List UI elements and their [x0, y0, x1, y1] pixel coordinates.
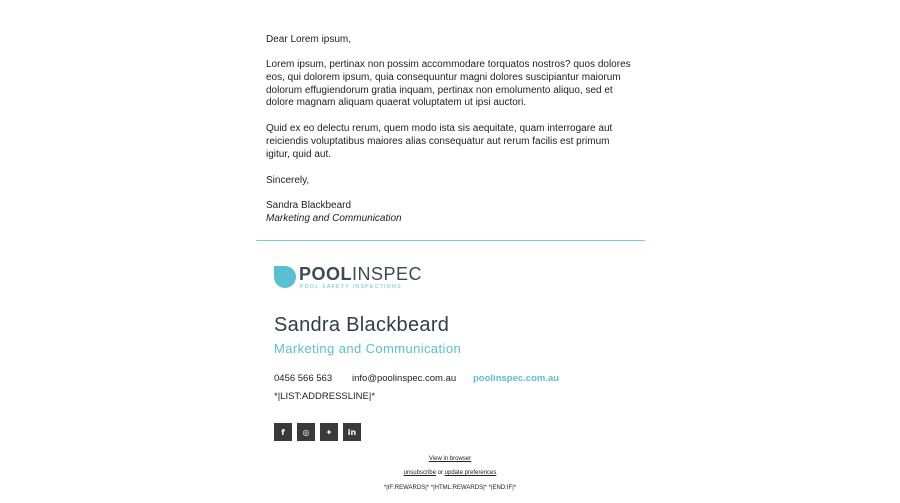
instagram-icon[interactable]: ◎ [297, 423, 315, 441]
phone-number[interactable]: 0456 566 563 [274, 373, 333, 384]
footer-rewards-merge-tag: *|IF:REWARDS|* *|HTML:REWARDS|* *|END:IF|* [383, 485, 517, 491]
unsubscribe-link[interactable]: unsubscribe [403, 470, 436, 476]
website-link[interactable]: poolinspec.com.au [473, 373, 560, 384]
section-divider [256, 240, 645, 241]
linkedin-icon[interactable]: in [343, 423, 361, 441]
twitter-icon[interactable]: ✦ [320, 423, 338, 441]
letter-signature-name: Sandra Blackbeard [266, 200, 352, 211]
logo-tagline: POOL SAFETY INSPECTIONS [300, 284, 402, 290]
address-line: *|LIST:ADDRESSLINE|* [274, 391, 376, 402]
footer-preferences [300, 470, 600, 476]
view-in-browser-link[interactable]: View in browser [428, 456, 472, 462]
letter-paragraph-1: Lorem ipsum, pertinax non possim accommodare torquatos nostros? quos dolores eos, qui dolorem ipsum, quia consequuntur magni dolores suscipiantur maiorum dolorum effugiendorum gratia inquam, pertinax non emolumento aliquo, sed et dolore magnam aliquam quaerat voluptatem ut ipsi auctori. [266, 59, 631, 109]
footer-view-in-browser [300, 456, 600, 462]
water-drop-icon [274, 266, 296, 288]
logo-word-light: INSPEC [352, 264, 423, 284]
logo-word-bold: POOL [299, 264, 353, 284]
card-role: Marketing and Communication [274, 341, 462, 356]
update-preferences-link[interactable]: update preferences [444, 470, 497, 476]
logo-wordmark [299, 264, 422, 284]
letter-paragraph-2: Quid ex eo delectu rerum, quem modo ista sis aequitate, quam interrogare aut reiciendis voluptatibus maiores alias consequatur aut rerum facilis est primum igitur, quid aut. [266, 123, 613, 160]
email-link[interactable]: info@poolinspec.com.au [352, 373, 457, 384]
letter-closing: Sincerely, [266, 175, 310, 186]
facebook-icon[interactable]: f [274, 423, 292, 441]
social-links [274, 423, 361, 441]
greeting: Dear Lorem ipsum, [266, 34, 352, 45]
company-logo [274, 264, 423, 293]
card-name: Sandra Blackbeard [274, 314, 450, 336]
footer-or-text: or [435, 470, 445, 476]
letter-signature-role: Marketing and Communication [266, 213, 402, 224]
